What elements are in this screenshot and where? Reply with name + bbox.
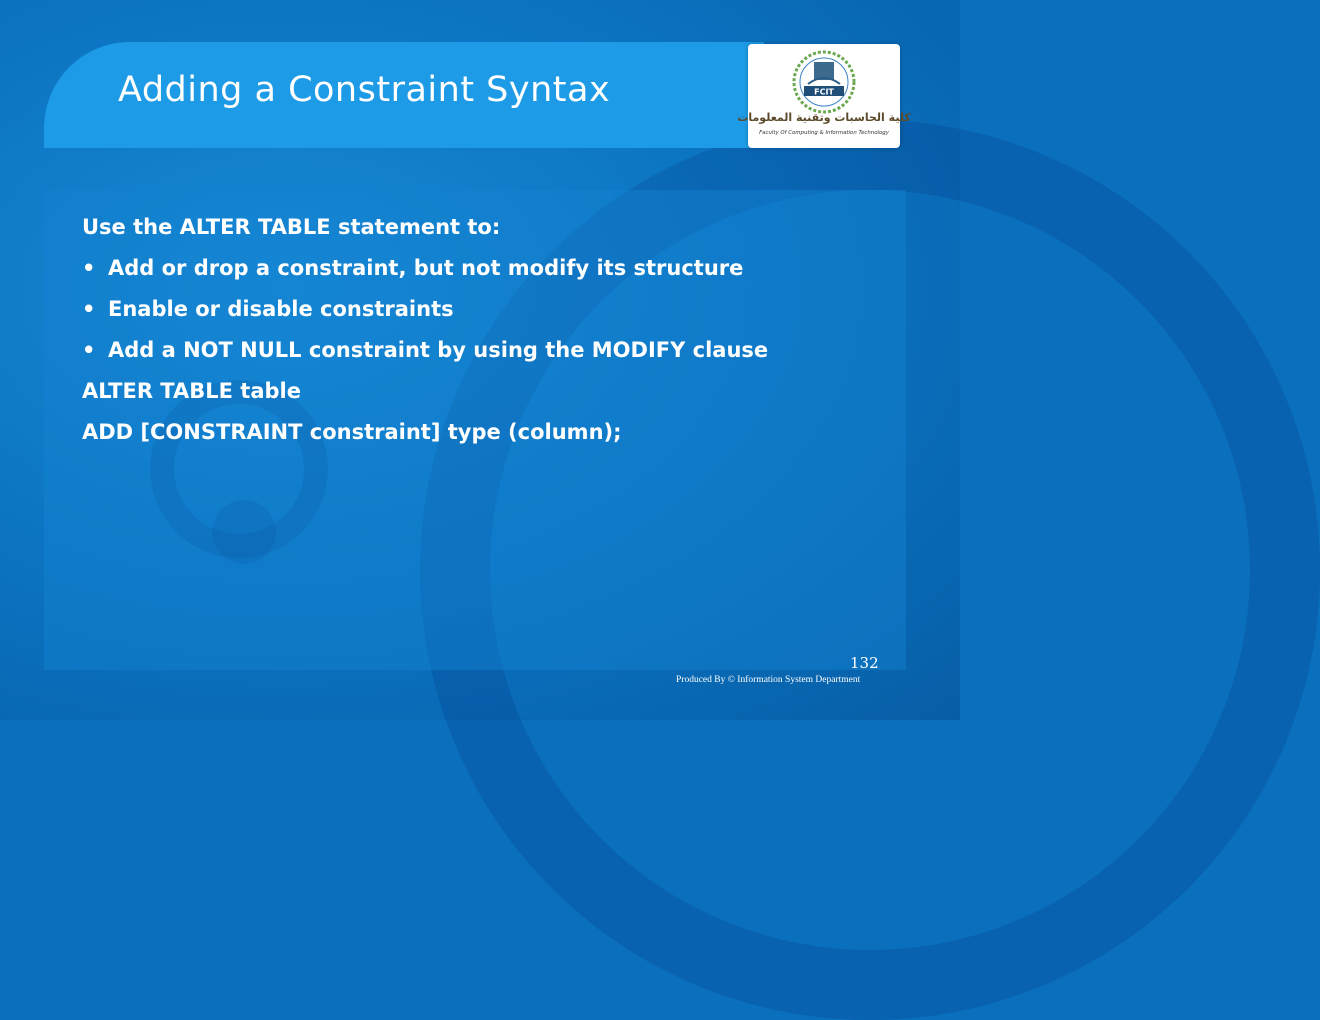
- bullet-dot: •: [82, 297, 96, 321]
- logo-arabic-name: كلية الحاسبات وتقنية المعلومات: [737, 111, 911, 124]
- logo-abbr: FCIT: [814, 87, 834, 97]
- slide-title: Adding a Constraint Syntax: [118, 70, 611, 110]
- syntax-line-2: ADD [CONSTRAINT constraint] type (column);: [82, 420, 622, 444]
- footer-credit: Produced By © Information System Department: [676, 675, 861, 685]
- intro-text: Use the ALTER TABLE statement to:: [82, 215, 501, 239]
- logo-english-name: Faculty Of Computing & Information Technology: [759, 130, 889, 136]
- syntax-line-1: ALTER TABLE table: [82, 379, 301, 403]
- bullet-text: Enable or disable constraints: [108, 297, 454, 321]
- slide-body: [82, 212, 882, 458]
- fcit-logo: [737, 44, 911, 148]
- bullet-text: Add a NOT NULL constraint by using the MODIFY clause: [108, 338, 769, 362]
- bullet-item: [82, 335, 882, 365]
- bullet-dot: •: [82, 256, 96, 280]
- bullet-text: Add or drop a constraint, but not modify its structure: [108, 256, 744, 280]
- bullet-item: [82, 294, 882, 324]
- bullet-dot: •: [82, 338, 96, 362]
- bullet-item: [82, 253, 882, 283]
- page-number: 132: [850, 654, 879, 672]
- fcit-logo-emblem: [737, 44, 911, 148]
